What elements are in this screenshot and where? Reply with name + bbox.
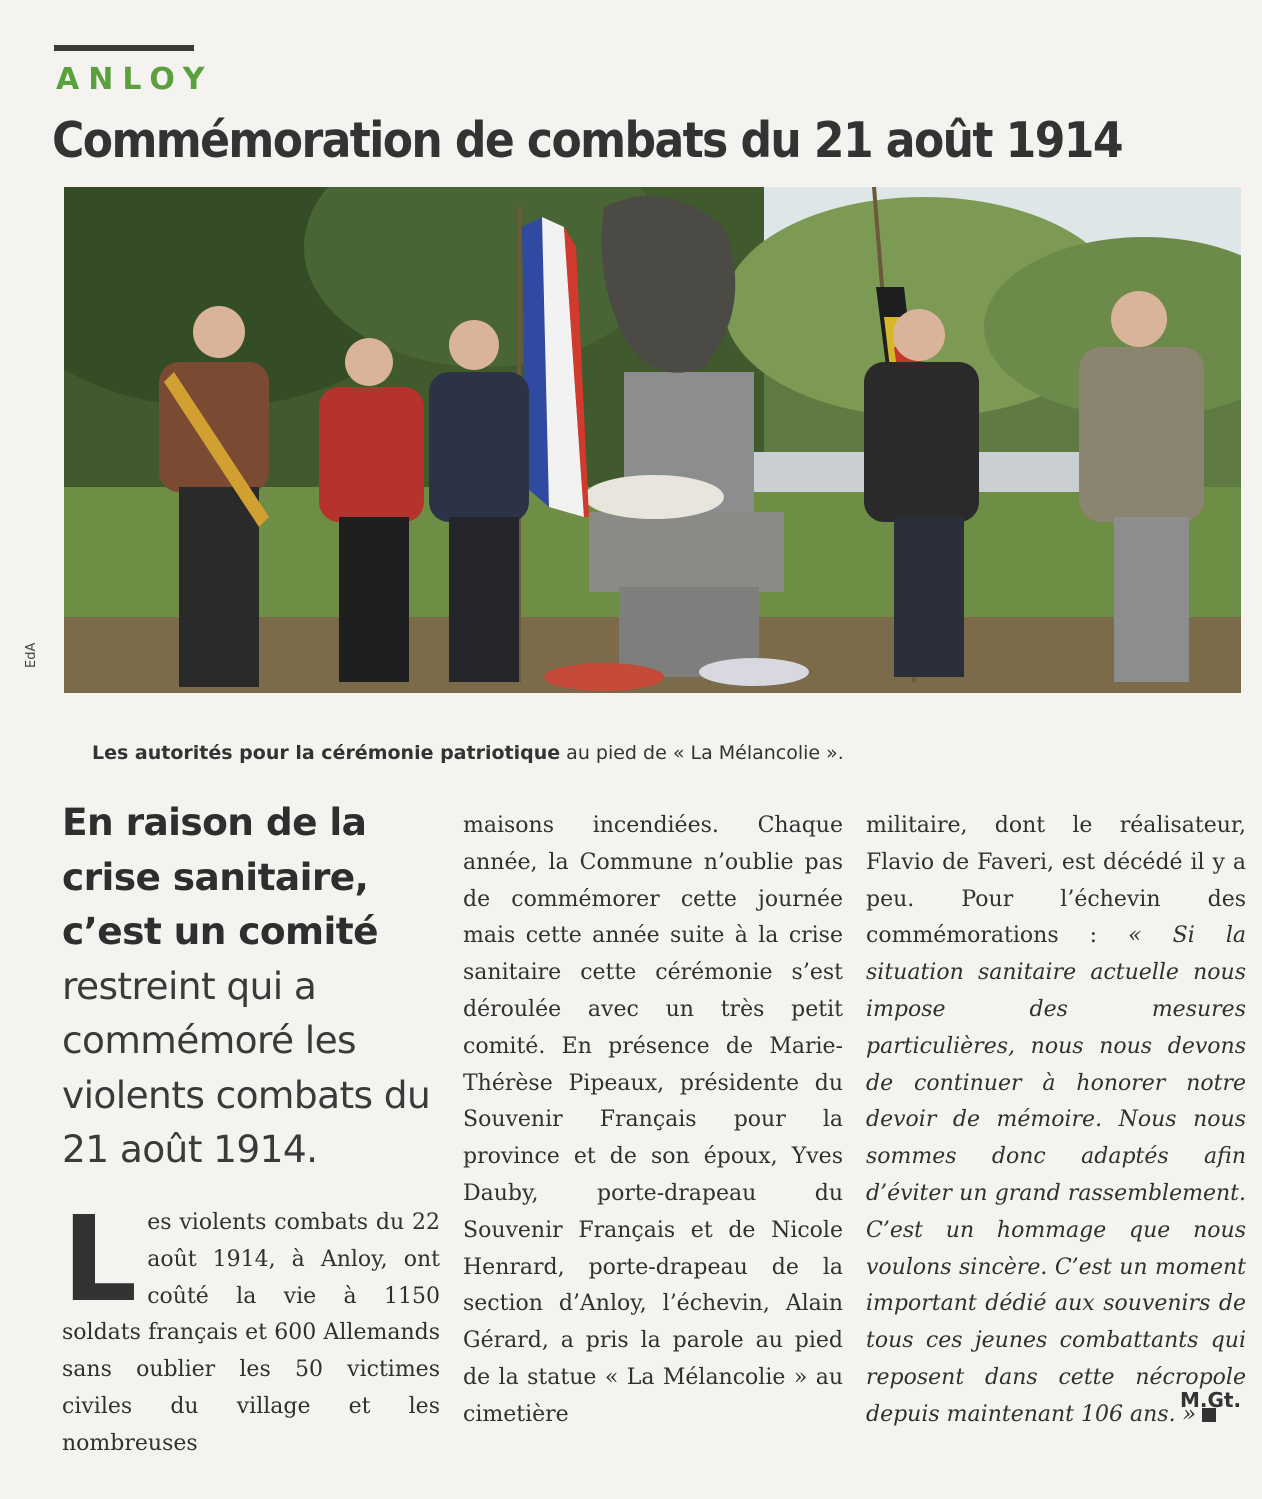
section-kicker: ANLOY bbox=[56, 62, 214, 97]
drop-cap: L bbox=[62, 1190, 138, 1328]
alderman-quote: « Si la situation sanitaire actuelle nous impose des mesures particulières, nous nous devons de continuer à honorer notre devoir de mémoire. Nous nous sommes donc adaptés afin d’éviter un grand rassemblement. C’est un hommage que nous voulons sincère. C’est un moment important dédié aux souvenirs de tous ces jeunes combattants qui reposent dans cette nécropole depuis maintenant 106 ans. » bbox=[866, 923, 1246, 1427]
photo-illustration bbox=[64, 187, 1241, 693]
body-col1-text: es violents combats du 22 août 1914, à Anloy, ont coûté la vie à 1150 soldats français et 600 Allemands sans oublier les 50 victimes civiles du village et les nombreuses bbox=[62, 1210, 440, 1456]
photo-credit: EdA bbox=[24, 642, 39, 668]
body-col3-text: militaire, dont le réalisateur, Flavio de Faveri, est décédé il y a peu. Pour l’échevin des commémorations : bbox=[866, 813, 1246, 949]
author-signature: M.Gt. bbox=[1180, 1388, 1242, 1412]
top-rule bbox=[54, 45, 194, 51]
headline: Commémoration de combats du 21 août 1914 bbox=[52, 112, 1122, 169]
body-column-3 bbox=[866, 808, 1246, 1434]
lead-paragraph bbox=[62, 795, 452, 1177]
caption-rest: au pied de « La Mélancolie ». bbox=[560, 742, 844, 764]
ceremony-photo bbox=[64, 187, 1241, 693]
body-column-1 bbox=[62, 1190, 440, 1463]
body-column-2: maisons incendiées. Chaque année, la Commune n’oublie pas de commémorer cette journée mais cette année suite à la crise sanitaire cette cérémonie s’est déroulée avec un très petit comité. En présence de Marie-Thérèse Pipeaux, présidente du Souvenir Français pour la province et de son époux, Yves Dauby, porte-drapeau du Souvenir Français et de Nicole Henrard, porte-drapeau de la section d’Anloy, l’échevin, Alain Gérard, a pris la parole au pied de la statue « La Mélancolie » au cimetière bbox=[463, 813, 843, 1427]
lead-rest: restreint qui a commémoré les violents combats du 21 août 1914. bbox=[62, 963, 431, 1171]
lead-bold: En raison de la crise sanitaire, c’est un comité bbox=[62, 800, 378, 953]
photo-caption bbox=[92, 742, 1212, 764]
caption-bold: Les autorités pour la cérémonie patriotique bbox=[92, 742, 561, 764]
